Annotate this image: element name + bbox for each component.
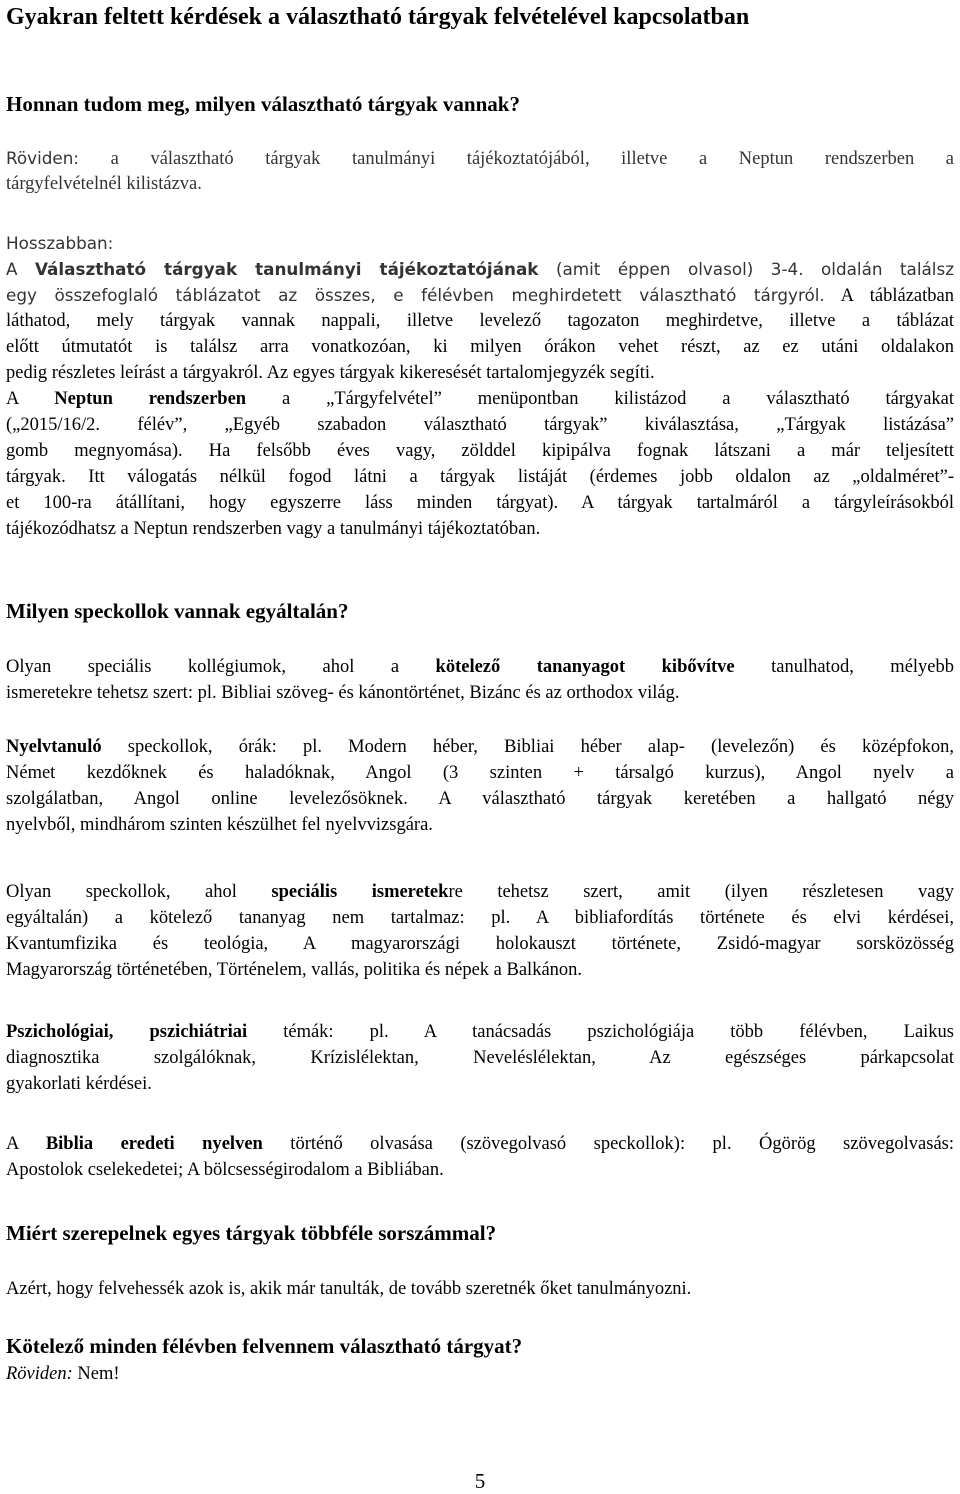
- heading-q1: Honnan tudom meg, milyen választható tárgyak vannak?: [6, 92, 520, 116]
- q2-paragraph-5: A Biblia eredeti nyelven történő olvasása (szövegolvasó speckollok): pl. Ógörög szövegolvasás: Apostolok cselekedetei; A bölcsességirodalom a Bibliában.: [6, 1134, 954, 1180]
- q1-short-answer: [6, 145, 954, 197]
- q3-answer: Azért, hogy felvehessék azok is, akik már tanulták, de tovább szeretnék őket tanulmányozni.: [6, 1279, 692, 1299]
- label-long: Hosszabban:: [6, 233, 114, 253]
- q1-short-line1: a választható tárgyak tanulmányi tájékoztatójából, illetve a Neptun rendszerben a: [110, 149, 954, 169]
- label-short: Röviden:: [6, 148, 80, 168]
- neptun-bold: Neptun rendszerben: [54, 389, 247, 409]
- brochure-name: Választható tárgyak tanulmányi tájékoztatójának: [34, 259, 539, 279]
- label-short-q4: Röviden:: [6, 1364, 73, 1384]
- page-title: Gyakran feltett kérdések a választható tárgyak felvételével kapcsolatban: [6, 4, 750, 30]
- heading-q4: Kötelező minden félévben felvennem választható tárgyat?: [6, 1334, 523, 1358]
- q2-paragraph-3: Olyan speckollok, ahol speciális ismeretekre tehetsz szert, amit (ilyen részletesen vagy egyáltalán) a kötelező tananyag nem tartalmaz: pl. A bibliafordítás története és elvi kérdései, Kvantumfizika és teológia, A magyarországi holokauszt története, Zsidó-magyar sorsközösség Magyarország történetében, Történelem, vallás, politika és népek a Balkánon.: [6, 882, 954, 980]
- heading-q3: Miért szerepelnek egyes tárgyak többféle sorszámmal?: [6, 1221, 497, 1245]
- q4-answer: Röviden: Nem!: [6, 1364, 120, 1384]
- q2-paragraph-1: Olyan speciális kollégiumok, ahol a kötelező tananyagot kibővítve tanulhatod, mélyebb ismeretekre tehetsz szert: pl. Bibliai szöveg- és kánontörténet, Bizánc és az orthodox világ.: [6, 657, 954, 703]
- heading-q2: Milyen speckollok vannak egyáltalán?: [6, 599, 349, 623]
- q2-paragraph-2: Nyelvtanuló speckollok, órák: pl. Modern héber, Bibliai héber alap- (levelezőn) és középfokon, Német kezdőknek és haladóknak, Angol (3 szinten + társalgó kurzus), Angol nyelv a szolgálatban, Angol online levelezősöknek. A választható tárgyak keretében a hallgató négy nyelvből, mindhárom szinten készülhet fel nyelvvizsgára.: [6, 737, 954, 835]
- q1-short-line2: tárgyfelvételnél kilistázva.: [6, 174, 202, 194]
- page-number: 5: [474, 1469, 486, 1493]
- q1-long-answer: Hosszabban: A Választható tárgyak tanulmányi tájékoztatójának (amit éppen olvasol) 3-4. oldalán találsz egy összefoglaló táblázatot az összes, e félévben meghirdetett választható tárgyról. A táblázatban láthatod, mely tárgyak vannak nappali, illetve levelező tagozaton meghirdetve, illetve a táblázat előtt útmutatót is találsz arra vonatkozóan, ki milyen órákon vehet részt, az ez utáni oldalakon pedig részletes leírást a tárgyakról. Az egyes tárgyak kikeresését tartalomjegyzék segíti. A Neptun rendszerben a „Tárgyfelvétel” menüpontban kilistázod a választható tárgyakat („2015/16/2. félév”, „Egyéb szabadon választható tárgyak” kiválasztása, „Tárgyak listázása” gomb megnyomása). Ha felsőbb éves vagy, zölddel kipipálva fognak látszani a már teljesített tárgyak. Itt válogatás nélkül fogod látni a tárgyak listáját (érdemes jobb oldalon az „oldalméret”- et 100-ra átállítani, hogy egyszerre láss minden tárgyat). A tárgyak tartalmáról a tárgyleírásokból tájékozódhatsz a Neptun rendszerben vagy a tanulmányi tájékoztatóban.: [6, 230, 954, 542]
- q2-paragraph-4: Pszichológiai, pszichiátriai témák: pl. A tanácsadás pszichológiája több félévben, Laikus diagnosztika szolgálóknak, Krízislélektan, Neveléslélektan, Az egészséges párkapcsolat gyakorlati kérdései.: [6, 1022, 954, 1094]
